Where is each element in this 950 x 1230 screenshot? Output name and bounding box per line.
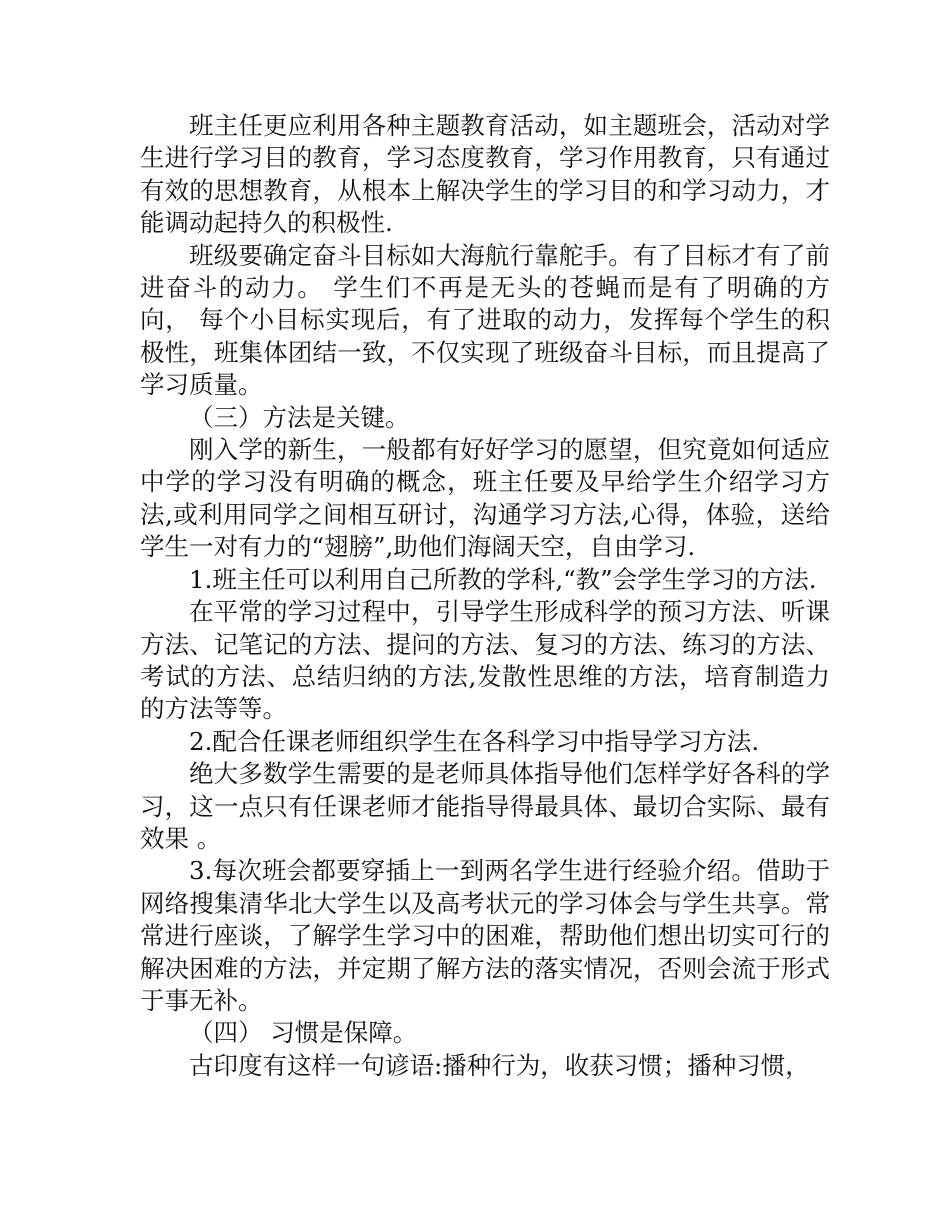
paragraph-teacher-guidance: 绝大多数学生需要的是老师具体指导他们怎样学好各科的学习，这一点只有任课老师才能指导得最具体、最切合实际、最有效果 。	[140, 759, 830, 853]
document-body	[140, 110, 830, 1082]
paragraph-class-goals: 班级要确定奋斗目标如大海航行靠舵手。有了目标才有了前进奋斗的动力。 学生们不再是无头的苍蝇而是有了明确的方向， 每个小目标实现后，有了进取的动力，发挥每个学生的积极性，班集体团结一致，不仅实现了班级奋斗目标，而且提高了学习质量。	[140, 240, 830, 400]
paragraph-new-students: 刚入学的新生，一般都有好好学习的愿望，但究竟如何适应中学的学习没有明确的概念，班主任要及早给学生介绍学习方法,或利用同学之间相互研讨，沟通学习方法,心得，体验，送给学生一对有力的“翅膀”,助他们海阔天空，自由学习.	[140, 435, 830, 562]
paragraph-study-methods: 在平常的学习过程中，引导学生形成科学的预习方法、听课方法、记笔记的方法、提问的方法、复习的方法、练习的方法、考试的方法、总结归纳的方法,发散性思维的方法，培育制造力的方法等等。	[140, 597, 830, 724]
list-item-3-paragraph: 3.每次班会都要穿插上一到两名学生进行经验介绍。借助于网络搜集清华北大学生以及高考状元的学习体会与学生共享。常常进行座谈，了解学生学习中的困难，帮助他们想出切实可行的解决困难的方法，并定期了解方法的落实情况，否则会流于形式于事无补。	[140, 856, 830, 1015]
paragraph-proverb: 古印度有这样一句谚语:播种行为，收获习惯；播种习惯，	[189, 1050, 810, 1080]
section-heading-method: （三）方法是关键。	[189, 402, 410, 432]
paragraph-theme-education: 班主任更应利用各种主题教育活动，如主题班会，活动对学生进行学习目的教育，学习态度教育，学习作用教育，只有通过有效的思想教育，从根本上解决学生的学习目的和学习动力，才能调动起持久的积极性.	[140, 111, 830, 238]
list-item-1-heading: 1.班主任可以利用自己所教的学科,“教”会学生学习的方法.	[189, 564, 817, 594]
list-item-2-heading: 2.配合任课老师组织学生在各科学习中指导学习方法.	[189, 726, 760, 756]
section-heading-habits: （四） 习惯是保障。	[189, 1018, 418, 1048]
